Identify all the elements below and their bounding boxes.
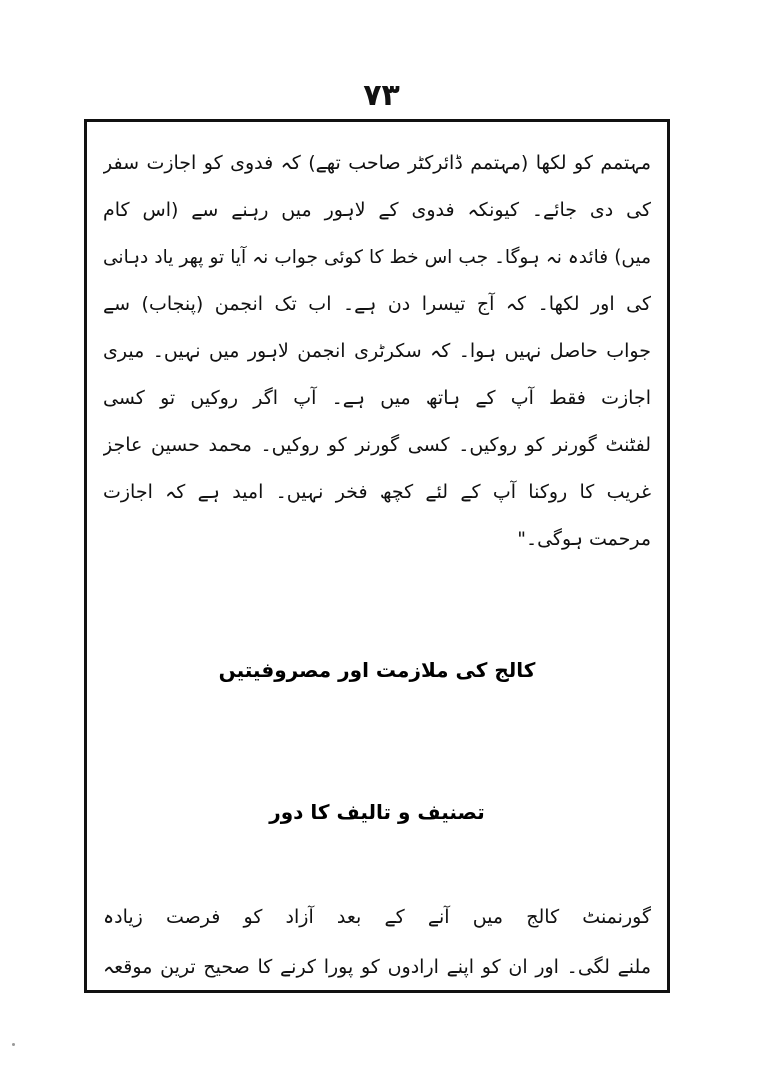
quoted-letter xyxy=(87,140,667,563)
page-number: ۷۳ xyxy=(363,78,400,113)
text-line: غریب کا روکنا آپ کے لئے کچھ فخر نہیں۔ امید ہے کہ اجازت xyxy=(103,481,651,503)
text-line: مہتمم کو لکھا (مہتمم ڈائرکٹر صاحب تھے) کہ فدوی کو اجازت سفر xyxy=(103,152,651,174)
text-line: گورنمنٹ کالج میں آنے کے بعد آزاد کو فرصت زیادہ xyxy=(103,906,651,928)
text-line: کی دی جائے۔ کیونکہ فدوی کے لاہور میں رہنے سے (اس کام xyxy=(103,199,651,221)
text-line: جواب حاصل نہیں ہوا۔ کہ سکرٹری انجمن لاہور میں نہیں۔ میری xyxy=(103,340,651,362)
text-line: لفٹنٹ گورنر کو روکیں۔ کسی گورنر کو روکیں۔ محمد حسین عاجز xyxy=(103,434,651,456)
scan-speck xyxy=(12,1043,15,1046)
text-line: ملنے لگی۔ اور ان کو اپنے ارادوں کو پورا کرنے کا صحیح ترین موقعہ xyxy=(103,956,651,978)
text-line: کی اور لکھا۔ کہ آج تیسرا دن ہے۔ اب تک انجمن (پنجاب) سے xyxy=(103,293,651,315)
page-frame xyxy=(84,119,670,993)
chapter-heading-line-2: تصنیف و تالیف کا دور xyxy=(269,800,485,824)
text-line: اجازت فقط آپ کے ہاتھ میں ہے۔ آپ اگر روکیں تو کسی xyxy=(103,387,651,409)
chapter-heading-line-1: کالج کی ملازمت اور مصروفیتیں xyxy=(218,658,536,682)
chapter-opening-paragraph xyxy=(87,892,667,992)
text-line: مرحمت ہوگی۔" xyxy=(517,528,651,550)
text-line: میں) فائدہ نہ ہوگا۔ جب اس خط کا کوئی جواب نہ آیا تو پھر یاد دہانی xyxy=(103,247,651,268)
